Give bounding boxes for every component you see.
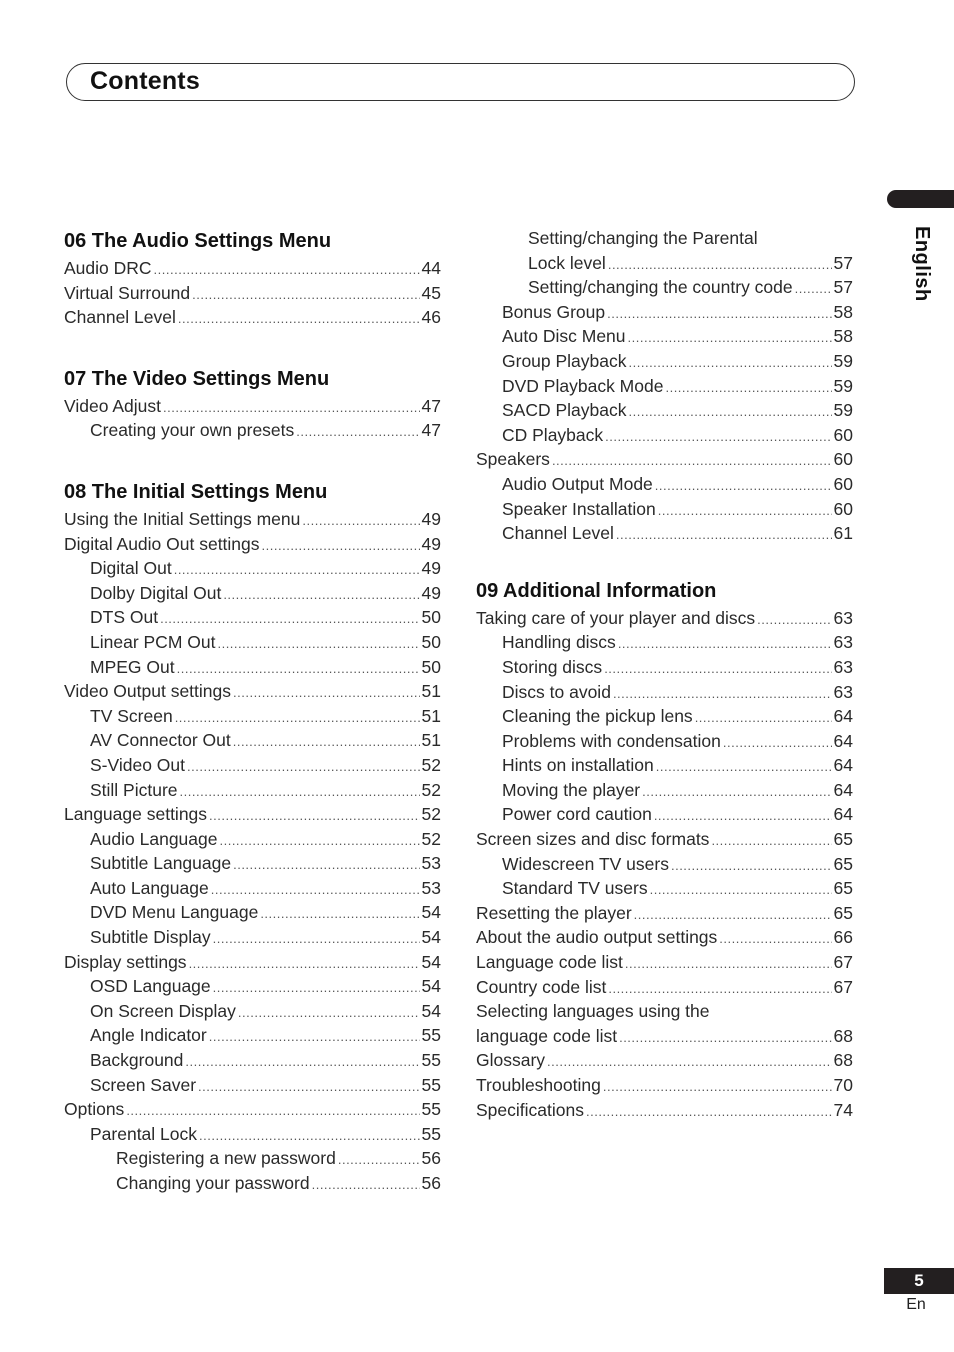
section-title: 09 Additional Information bbox=[476, 579, 717, 602]
entry-title: Video Output settings bbox=[64, 681, 232, 702]
dot-leader bbox=[238, 1001, 420, 1026]
entry-title: Specifications bbox=[476, 1099, 584, 1120]
toc-section bbox=[476, 576, 853, 1122]
toc-entry[interactable] bbox=[64, 704, 441, 729]
toc-section bbox=[64, 364, 441, 443]
entry-title: Video Adjust bbox=[64, 395, 161, 416]
dot-leader bbox=[296, 420, 419, 445]
toc-entry[interactable] bbox=[64, 1023, 441, 1048]
toc-entry[interactable] bbox=[64, 394, 441, 419]
toc-entry[interactable] bbox=[64, 1073, 441, 1098]
toc-entry[interactable] bbox=[476, 778, 853, 803]
entry-page-number: 64 bbox=[833, 779, 853, 800]
entry-page-number: 54 bbox=[421, 951, 441, 972]
entry-title: Troubleshooting bbox=[476, 1075, 601, 1095]
toc-section bbox=[476, 226, 853, 546]
entry-page-number: 55 bbox=[421, 1074, 441, 1095]
dot-leader bbox=[312, 1173, 420, 1198]
entry-page-number: 56 bbox=[421, 1173, 441, 1193]
toc-entry[interactable] bbox=[64, 418, 441, 443]
dot-leader bbox=[616, 523, 832, 548]
entry-page-number: 61 bbox=[833, 523, 853, 544]
dot-leader bbox=[605, 425, 831, 450]
dot-leader bbox=[603, 1075, 832, 1100]
toc-entry[interactable] bbox=[64, 1122, 441, 1147]
entry-page-number: 68 bbox=[833, 1025, 853, 1046]
dot-leader bbox=[233, 853, 419, 878]
toc-entry[interactable] bbox=[476, 901, 853, 926]
entry-title: Options bbox=[64, 1099, 125, 1120]
entry-page-number: 49 bbox=[421, 558, 441, 579]
entry-title: About the audio output settings bbox=[476, 927, 718, 948]
entry-title: Audio DRC bbox=[64, 258, 152, 278]
entry-title: On Screen Display bbox=[90, 1000, 236, 1021]
toc-section bbox=[64, 226, 441, 330]
entry-title: Handling discs bbox=[502, 632, 616, 653]
dot-leader bbox=[629, 351, 832, 376]
entry-title: Digital Audio Out settings bbox=[64, 533, 260, 554]
dot-leader bbox=[185, 1050, 419, 1075]
entry-page-number: 60 bbox=[833, 449, 853, 470]
toc-entry[interactable] bbox=[476, 324, 853, 349]
entry-title: Angle Indicator bbox=[90, 1025, 207, 1046]
entry-page-number: 63 bbox=[833, 656, 853, 677]
entry-title: Setting/changing the country code bbox=[528, 277, 793, 298]
dot-leader bbox=[260, 902, 419, 927]
toc-entry[interactable] bbox=[64, 1146, 441, 1171]
toc-entry[interactable] bbox=[64, 925, 441, 950]
entry-title: Setting/changing the Parental bbox=[528, 228, 758, 248]
entry-page-number: 50 bbox=[421, 631, 441, 652]
dot-leader bbox=[213, 976, 420, 1001]
entry-title: Glossary bbox=[476, 1050, 546, 1071]
toc-entry[interactable] bbox=[64, 507, 441, 532]
entry-page-number: 54 bbox=[421, 927, 441, 948]
toc-entry[interactable] bbox=[476, 852, 853, 877]
dot-leader bbox=[586, 1100, 832, 1125]
toc-entry[interactable] bbox=[476, 472, 853, 497]
toc-entry[interactable] bbox=[476, 975, 853, 1000]
section-title: 08 The Initial Settings Menu bbox=[64, 480, 328, 503]
dot-leader bbox=[223, 583, 419, 608]
dot-leader bbox=[613, 682, 832, 707]
entry-title: Language code list bbox=[476, 952, 623, 973]
entry-title: Channel Level bbox=[64, 307, 176, 328]
toc-entry[interactable] bbox=[64, 655, 441, 680]
entry-title: TV Screen bbox=[90, 705, 173, 726]
dot-leader bbox=[607, 302, 831, 327]
entry-title: Channel Level bbox=[502, 523, 614, 544]
dot-leader bbox=[187, 755, 420, 780]
entry-page-number: 45 bbox=[421, 282, 441, 303]
section-title: 07 The Video Settings Menu bbox=[64, 367, 330, 390]
entry-page-number: 56 bbox=[421, 1148, 441, 1169]
entry-title: Screen Saver bbox=[90, 1074, 197, 1095]
entry-page-number: 60 bbox=[833, 424, 853, 445]
dot-leader bbox=[629, 400, 832, 425]
entry-title: Virtual Surround bbox=[64, 282, 191, 303]
toc-entry[interactable] bbox=[476, 1024, 853, 1049]
entry-page-number: 64 bbox=[833, 706, 853, 727]
dot-leader bbox=[209, 1025, 420, 1050]
page-number: 5 bbox=[884, 1268, 954, 1294]
toc-entry[interactable] bbox=[476, 447, 853, 472]
entry-title: AV Connector Out bbox=[90, 730, 231, 751]
entry-title: Widescreen TV users bbox=[502, 853, 669, 874]
dot-leader bbox=[213, 927, 420, 952]
entry-title: Subtitle Language bbox=[90, 853, 232, 874]
toc-entry[interactable] bbox=[476, 300, 853, 325]
entry-title: S-Video Out bbox=[90, 754, 186, 775]
toc-entry[interactable] bbox=[64, 950, 441, 975]
toc-entry[interactable] bbox=[476, 1048, 853, 1073]
dot-leader bbox=[189, 952, 420, 977]
toc-entry[interactable] bbox=[64, 900, 441, 925]
dot-leader bbox=[177, 657, 420, 682]
dot-leader bbox=[656, 755, 832, 780]
toc-entry[interactable] bbox=[64, 876, 441, 901]
toc-entry[interactable] bbox=[476, 423, 853, 448]
toc-entry[interactable] bbox=[476, 521, 853, 546]
entry-page-number: 44 bbox=[421, 258, 441, 278]
entry-title: Digital Out bbox=[90, 558, 172, 579]
entry-page-number: 64 bbox=[833, 755, 853, 776]
entry-title: Audio Language bbox=[90, 828, 218, 849]
entry-title: MPEG Out bbox=[90, 656, 175, 677]
dot-leader bbox=[625, 952, 832, 977]
toc-entry[interactable] bbox=[64, 778, 441, 803]
dot-leader bbox=[175, 706, 420, 731]
dot-leader bbox=[154, 258, 420, 283]
dot-leader bbox=[608, 977, 831, 1002]
dot-leader bbox=[695, 706, 832, 731]
dot-leader bbox=[665, 376, 831, 401]
dot-leader bbox=[604, 657, 831, 682]
toc-entry[interactable] bbox=[476, 655, 853, 680]
entry-page-number: 64 bbox=[833, 804, 853, 825]
toc-entry[interactable] bbox=[476, 876, 853, 901]
dot-leader bbox=[178, 307, 420, 332]
toc-entry[interactable] bbox=[476, 950, 853, 975]
dot-leader bbox=[619, 1026, 831, 1051]
entry-page-number: 53 bbox=[421, 853, 441, 874]
entry-page-number: 67 bbox=[833, 976, 853, 997]
dot-leader bbox=[547, 1050, 831, 1075]
entry-page-number: 55 bbox=[421, 1025, 441, 1046]
dot-leader bbox=[192, 283, 419, 308]
toc-entry[interactable] bbox=[64, 605, 441, 630]
entry-page-number: 58 bbox=[833, 326, 853, 347]
section-title: 06 The Audio Settings Menu bbox=[64, 230, 332, 252]
toc-entry[interactable] bbox=[64, 827, 441, 852]
language-label: English bbox=[911, 226, 933, 302]
entry-page-number: 65 bbox=[833, 902, 853, 923]
entry-title: Standard TV users bbox=[502, 878, 648, 899]
entry-page-number: 47 bbox=[421, 420, 441, 441]
toc-section bbox=[64, 477, 441, 1196]
entry-page-number: 74 bbox=[833, 1099, 853, 1120]
dot-leader bbox=[262, 534, 420, 559]
entry-page-number: 52 bbox=[421, 754, 441, 775]
page-language-code: En bbox=[906, 1296, 926, 1313]
toc-entry[interactable] bbox=[476, 497, 853, 522]
entry-title: Changing your password bbox=[116, 1173, 310, 1193]
entry-title: Lock level bbox=[528, 252, 606, 273]
toc-entry[interactable] bbox=[64, 256, 441, 281]
entry-page-number: 65 bbox=[833, 853, 853, 874]
toc-entry[interactable] bbox=[64, 1097, 441, 1122]
dot-leader bbox=[757, 608, 831, 633]
entry-page-number: 68 bbox=[833, 1050, 853, 1071]
dot-leader bbox=[219, 829, 419, 854]
toc-entry[interactable] bbox=[476, 704, 853, 729]
entry-title: Discs to avoid bbox=[502, 681, 611, 702]
entry-page-number: 49 bbox=[421, 508, 441, 529]
dot-leader bbox=[211, 878, 420, 903]
dot-leader bbox=[233, 681, 420, 706]
toc-entry[interactable] bbox=[476, 802, 853, 827]
entry-title: Creating your own presets bbox=[90, 420, 295, 441]
toc-entry[interactable] bbox=[64, 1048, 441, 1073]
toc-entry[interactable] bbox=[64, 532, 441, 557]
entry-page-number: 51 bbox=[421, 681, 441, 702]
entry-page-number: 52 bbox=[421, 779, 441, 800]
entry-title: Auto Language bbox=[90, 877, 209, 898]
entry-page-number: 57 bbox=[833, 277, 853, 298]
toc-entry[interactable] bbox=[64, 556, 441, 581]
entry-title: Registering a new password bbox=[116, 1148, 336, 1169]
toc-entry[interactable] bbox=[64, 630, 441, 655]
dot-leader bbox=[608, 253, 832, 278]
dot-leader bbox=[174, 558, 420, 583]
dot-leader bbox=[233, 730, 420, 755]
toc-entry[interactable] bbox=[476, 680, 853, 705]
toc-entry[interactable] bbox=[64, 1171, 441, 1196]
toc-entry[interactable] bbox=[64, 728, 441, 753]
entry-page-number: 63 bbox=[833, 607, 853, 628]
dot-leader bbox=[642, 780, 831, 805]
toc-entry[interactable] bbox=[476, 1073, 853, 1098]
toc-entry[interactable] bbox=[476, 999, 853, 1024]
entry-title: Dolby Digital Out bbox=[90, 582, 222, 603]
entry-page-number: 67 bbox=[833, 952, 853, 973]
toc-entry[interactable] bbox=[476, 349, 853, 374]
entry-page-number: 59 bbox=[833, 400, 853, 421]
entry-page-number: 54 bbox=[421, 902, 441, 923]
dot-leader bbox=[302, 509, 419, 534]
entry-page-number: 47 bbox=[421, 395, 441, 416]
dot-leader bbox=[658, 499, 832, 524]
toc-entry[interactable] bbox=[476, 251, 853, 276]
toc-entry[interactable] bbox=[476, 606, 853, 631]
dot-leader bbox=[338, 1148, 420, 1173]
toc-entry[interactable] bbox=[476, 226, 853, 251]
toc-entry[interactable] bbox=[64, 974, 441, 999]
dot-leader bbox=[654, 804, 832, 829]
entry-page-number: 53 bbox=[421, 877, 441, 898]
entry-page-number: 55 bbox=[421, 1123, 441, 1144]
entry-page-number: 50 bbox=[421, 607, 441, 628]
entry-title: Parental Lock bbox=[90, 1123, 198, 1144]
entry-title: OSD Language bbox=[90, 976, 211, 997]
entry-title: Resetting the player bbox=[476, 902, 632, 923]
entry-title: Power cord caution bbox=[502, 804, 652, 825]
entry-title: Storing discs bbox=[502, 656, 603, 677]
page-title: Contents bbox=[90, 67, 200, 95]
entry-title: Language settings bbox=[64, 804, 208, 825]
toc-entry[interactable] bbox=[476, 925, 853, 950]
toc-entry[interactable] bbox=[476, 398, 853, 423]
entry-page-number: 59 bbox=[833, 350, 853, 371]
toc-entry[interactable] bbox=[64, 581, 441, 606]
dot-leader bbox=[199, 1124, 420, 1149]
entry-title: Selecting languages using the bbox=[476, 1001, 710, 1022]
entry-page-number: 60 bbox=[833, 498, 853, 519]
dot-leader bbox=[795, 277, 832, 302]
entry-page-number: 50 bbox=[421, 656, 441, 677]
entry-title: SACD Playback bbox=[502, 400, 627, 421]
entry-title: Group Playback bbox=[502, 350, 627, 371]
toc-entry[interactable] bbox=[64, 999, 441, 1024]
entry-title: Moving the player bbox=[502, 779, 641, 800]
entry-page-number: 64 bbox=[833, 730, 853, 751]
entry-page-number: 52 bbox=[421, 804, 441, 825]
dot-leader bbox=[126, 1099, 419, 1124]
dot-leader bbox=[552, 449, 832, 474]
entry-title: Using the Initial Settings menu bbox=[64, 508, 301, 529]
entry-page-number: 60 bbox=[833, 473, 853, 494]
dot-leader bbox=[628, 326, 832, 351]
contents-header bbox=[66, 63, 855, 101]
entry-title: Screen sizes and disc formats bbox=[476, 829, 710, 850]
entry-page-number: 46 bbox=[421, 307, 441, 328]
entry-page-number: 55 bbox=[421, 1099, 441, 1120]
entry-title: language code list bbox=[476, 1025, 618, 1046]
toc-entry[interactable] bbox=[476, 827, 853, 852]
language-tab bbox=[887, 190, 954, 208]
entry-title: DVD Playback Mode bbox=[502, 375, 664, 396]
entry-title: Audio Output Mode bbox=[502, 473, 653, 494]
entry-page-number: 58 bbox=[833, 301, 853, 322]
entry-page-number: 55 bbox=[421, 1050, 441, 1071]
entry-page-number: 51 bbox=[421, 705, 441, 726]
toc-entry[interactable] bbox=[64, 281, 441, 306]
entry-page-number: 51 bbox=[421, 730, 441, 751]
entry-title: Subtitle Display bbox=[90, 927, 211, 948]
toc-entry[interactable] bbox=[64, 305, 441, 330]
toc-entry[interactable] bbox=[64, 851, 441, 876]
toc-entry[interactable] bbox=[476, 1098, 853, 1123]
dot-leader bbox=[180, 780, 420, 805]
entry-title: Country code list bbox=[476, 976, 607, 997]
toc-entry[interactable] bbox=[64, 802, 441, 827]
entry-page-number: 66 bbox=[833, 927, 853, 948]
entry-title: Problems with condensation bbox=[502, 730, 721, 751]
entry-page-number: 65 bbox=[833, 829, 853, 850]
dot-leader bbox=[198, 1075, 420, 1100]
toc-entry[interactable] bbox=[476, 374, 853, 399]
entry-title: DTS Out bbox=[90, 607, 159, 628]
entry-page-number: 54 bbox=[421, 1000, 441, 1021]
entry-page-number: 63 bbox=[833, 681, 853, 702]
entry-title: Linear PCM Out bbox=[90, 631, 216, 652]
dot-leader bbox=[719, 927, 831, 952]
dot-leader bbox=[671, 854, 832, 879]
entry-page-number: 70 bbox=[833, 1075, 853, 1095]
entry-page-number: 57 bbox=[833, 252, 853, 273]
entry-page-number: 49 bbox=[421, 582, 441, 603]
entry-title: Bonus Group bbox=[502, 301, 606, 322]
entry-title: DVD Menu Language bbox=[90, 902, 259, 923]
entry-title: Cleaning the pickup lens bbox=[502, 706, 693, 727]
dot-leader bbox=[650, 878, 832, 903]
entry-title: Display settings bbox=[64, 951, 187, 972]
toc-entry[interactable] bbox=[64, 679, 441, 704]
dot-leader bbox=[618, 632, 832, 657]
toc-entry[interactable] bbox=[476, 275, 853, 300]
entry-page-number: 54 bbox=[421, 976, 441, 997]
dot-leader bbox=[163, 396, 420, 421]
entry-page-number: 63 bbox=[833, 632, 853, 653]
dot-leader bbox=[209, 804, 419, 829]
entry-title: Speaker Installation bbox=[502, 498, 656, 519]
entry-page-number: 59 bbox=[833, 375, 853, 396]
dot-leader bbox=[160, 607, 419, 632]
toc-left-column bbox=[64, 226, 441, 1196]
toc-entry[interactable] bbox=[476, 630, 853, 655]
entry-page-number: 49 bbox=[421, 533, 441, 554]
entry-title: Hints on installation bbox=[502, 755, 654, 776]
entry-title: CD Playback bbox=[502, 424, 604, 445]
entry-title: Still Picture bbox=[90, 779, 178, 800]
entry-title: Taking care of your player and discs bbox=[476, 607, 756, 628]
toc-right-column bbox=[476, 226, 853, 1122]
entry-title: Speakers bbox=[476, 449, 550, 470]
dot-leader bbox=[634, 903, 832, 928]
entry-page-number: 52 bbox=[421, 828, 441, 849]
toc-entry[interactable] bbox=[476, 753, 853, 778]
toc-entry[interactable] bbox=[476, 729, 853, 754]
entry-title: Background bbox=[90, 1050, 184, 1071]
dot-leader bbox=[655, 474, 832, 499]
entry-page-number: 65 bbox=[833, 878, 853, 899]
dot-leader bbox=[711, 829, 831, 854]
toc-entry[interactable] bbox=[64, 753, 441, 778]
dot-leader bbox=[723, 731, 832, 756]
entry-title: Auto Disc Menu bbox=[502, 326, 626, 347]
dot-leader bbox=[217, 632, 419, 657]
